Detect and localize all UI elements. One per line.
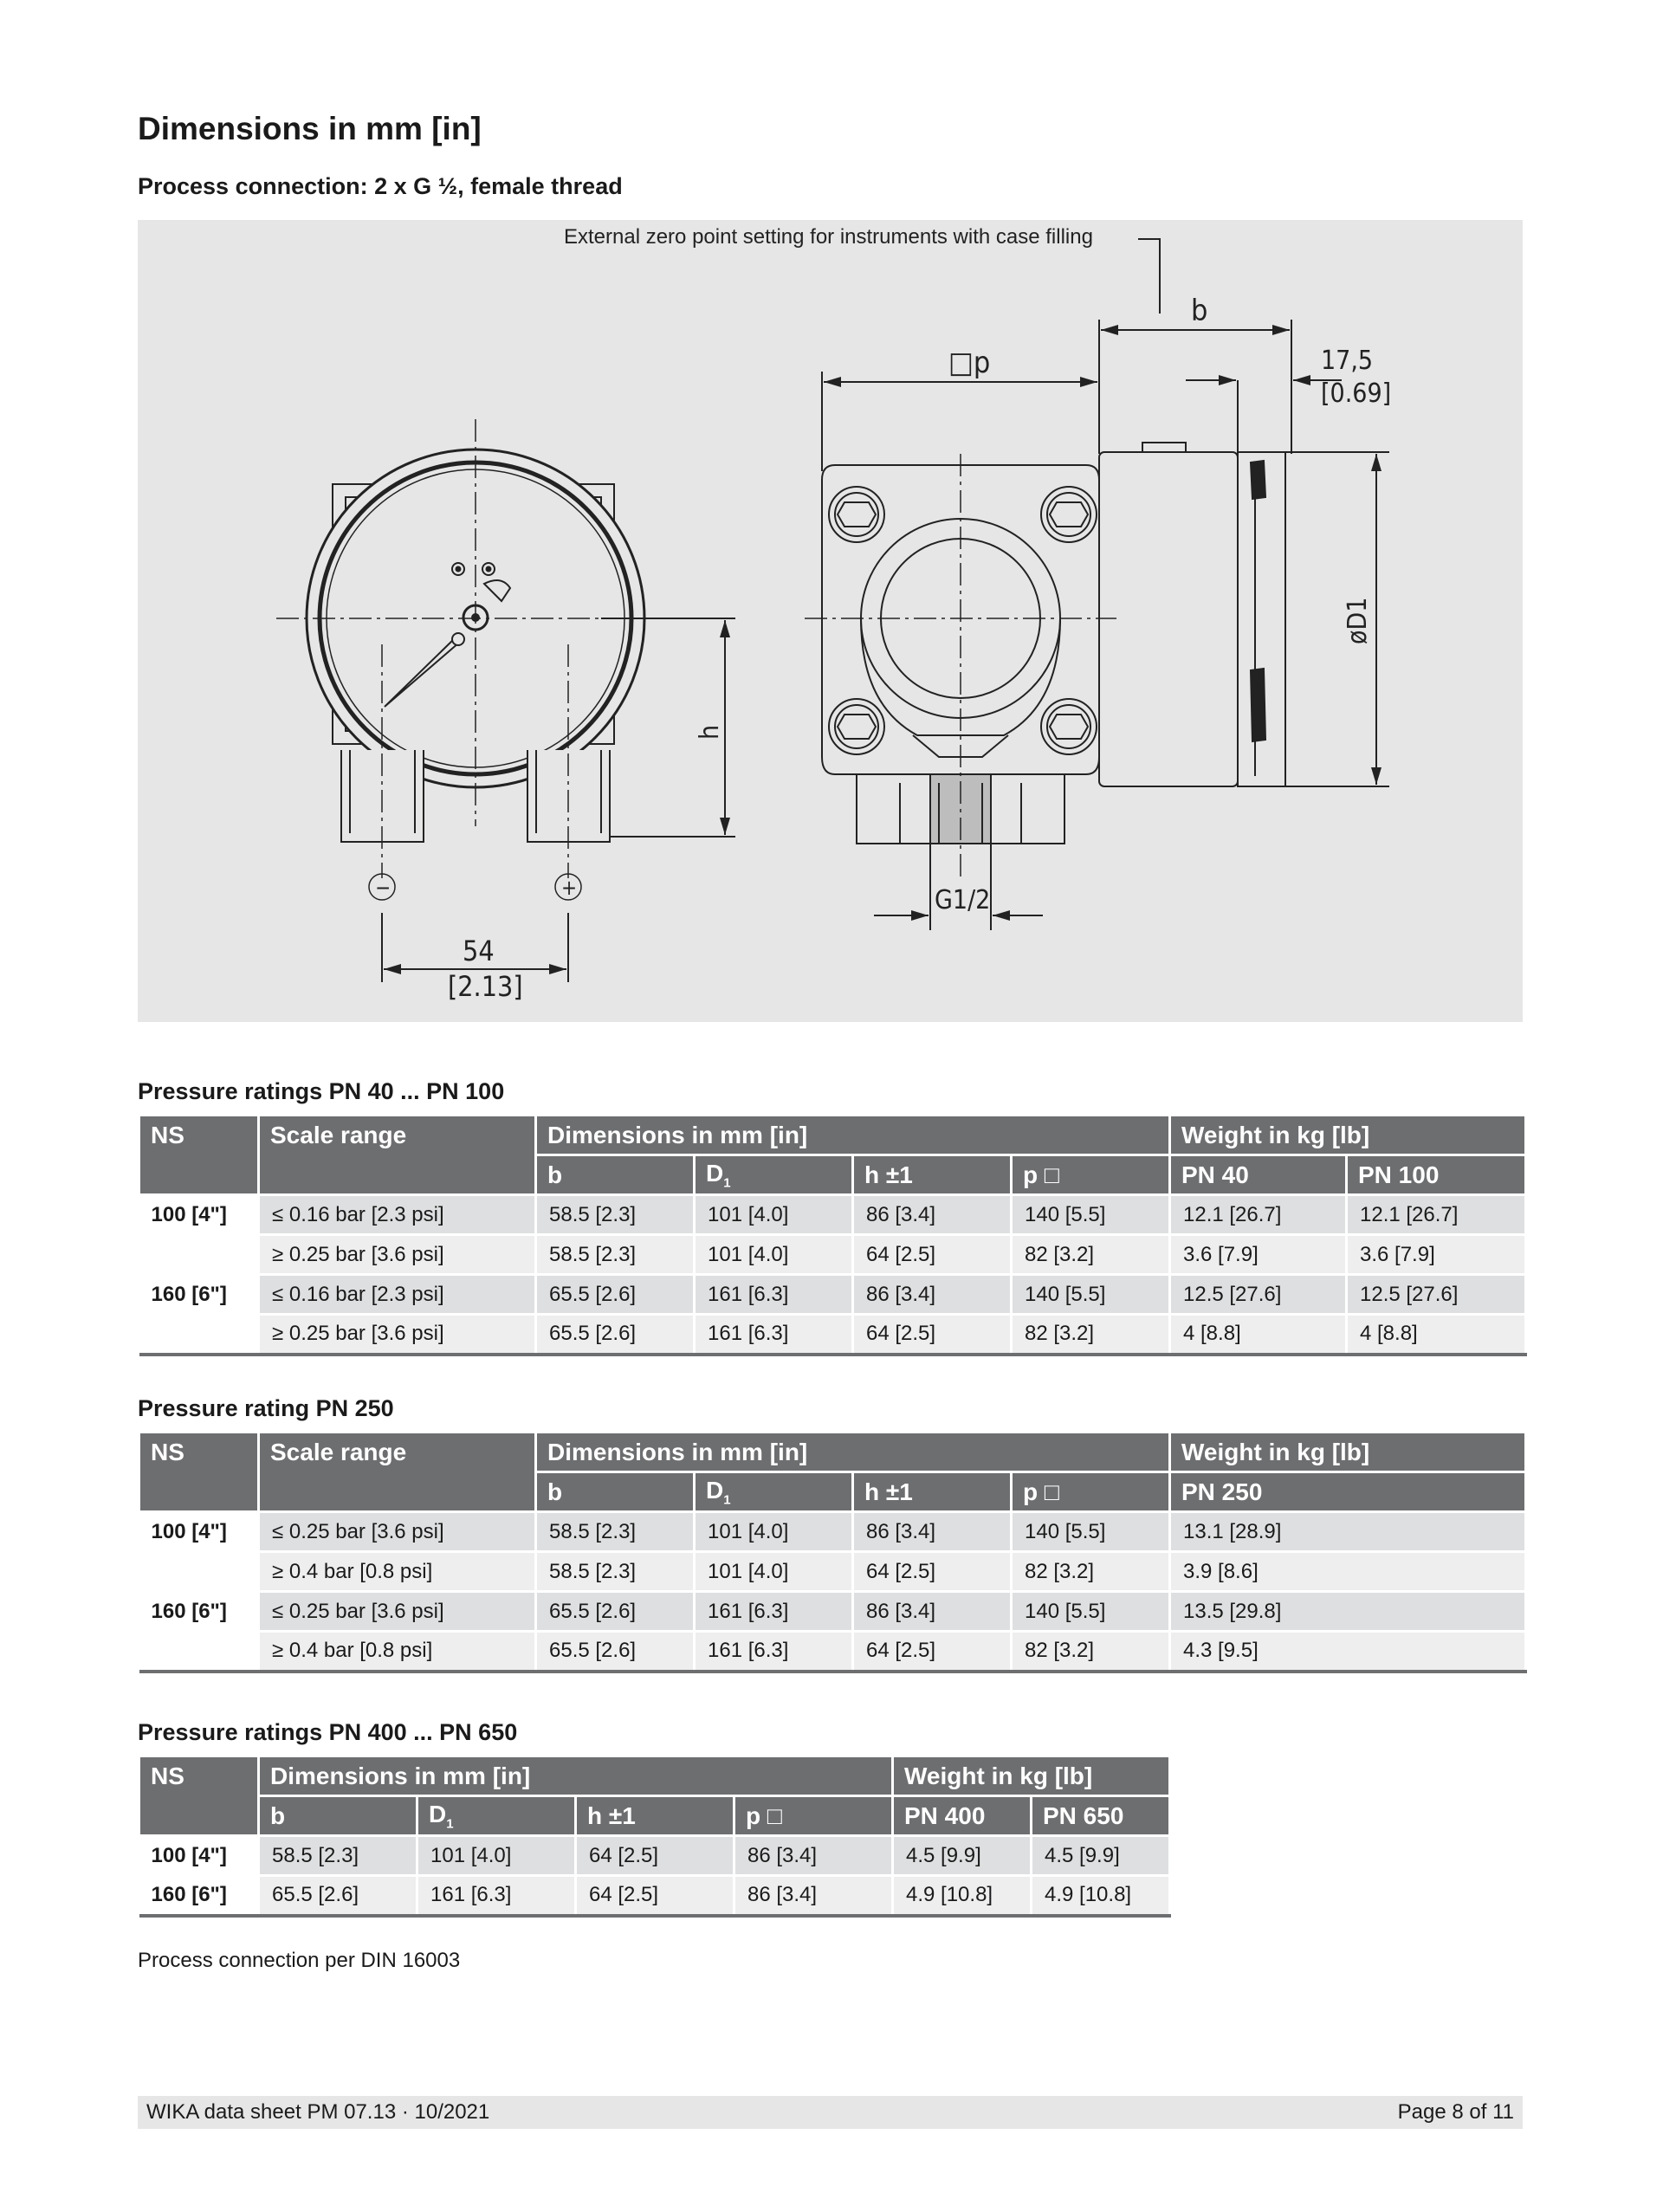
header-ns: NS [139, 1756, 259, 1836]
table-pn250 [138, 1431, 1527, 1673]
header-h: h ±1 [853, 1472, 1012, 1512]
table-row: ≥ 0.4 bar [0.8 psi] 58.5 [2.3] 101 [4.0] 64 [2.5] 82 [3.2] 3.9 [8.6] [139, 1552, 1526, 1592]
label-offset: 17,5 [1321, 346, 1374, 376]
footer-document-id: WIKA data sheet PM 07.13 · 10/2021 [146, 2100, 490, 2124]
table-row: 160 [6"] 65.5 [2.6] 161 [6.3] 64 [2.5] 86 [3.4] 4.9 [10.8] 4.9 [10.8] [139, 1876, 1170, 1916]
page-footer [138, 2096, 1523, 2129]
header-b: b [536, 1472, 695, 1512]
label-p: □p [948, 346, 991, 380]
header-ns: NS [139, 1433, 259, 1512]
label-spacing-in: [2.13] [448, 970, 523, 1003]
header-d1: $D_1$ [695, 1472, 853, 1512]
table-row: ≥ 0.25 bar [3.6 psi] 58.5 [2.3] 101 [4.0] 64 [2.5] 82 [3.2] 3.6 [7.9] 3.6 [7.9] [139, 1235, 1526, 1275]
header-b: b [536, 1155, 695, 1195]
header-ns: NS [139, 1116, 259, 1195]
header-pn650: PN 650 [1032, 1796, 1170, 1836]
header-weight: Weight in kg [lb] [1170, 1433, 1526, 1472]
header-dimensions: Dimensions in mm [in] [259, 1756, 893, 1796]
header-pn40: PN 40 [1170, 1155, 1347, 1195]
label-d1: øD1 [1343, 597, 1373, 644]
table-row: 100 [4"] 58.5 [2.3] 101 [4.0] 64 [2.5] 86 [3.4] 4.5 [9.9] 4.5 [9.9] [139, 1836, 1170, 1876]
label-minus: − [375, 876, 391, 900]
table-row: 160 [6"] ≤ 0.16 bar [2.3 psi] 65.5 [2.6] 161 [6.3] 86 [3.4] 140 [5.5] 12.5 [27.6] 12.5 [27.6] [139, 1275, 1526, 1315]
header-weight: Weight in kg [lb] [1170, 1116, 1526, 1155]
zero-point-note: External zero point setting for instruments with case filling [564, 225, 1093, 249]
table-row: 160 [6"] ≤ 0.25 bar [3.6 psi] 65.5 [2.6] 161 [6.3] 86 [3.4] 140 [5.5] 13.5 [29.8] [139, 1592, 1526, 1632]
header-pn100: PN 100 [1347, 1155, 1526, 1195]
header-h: h ±1 [576, 1796, 734, 1836]
header-scale-range: Scale range [259, 1116, 536, 1195]
table1-title: Pressure ratings PN 40 ... PN 100 [138, 1078, 505, 1104]
header-d1: $D_1$ [417, 1796, 576, 1836]
label-b: b [1191, 294, 1208, 328]
page-title: Dimensions in mm [in] [138, 111, 482, 146]
label-spacing: 54 [463, 935, 495, 967]
dimension-drawing-svg [138, 220, 1523, 1022]
header-b: b [259, 1796, 417, 1836]
table-pn40-pn100 [138, 1114, 1527, 1356]
table-row: ≥ 0.4 bar [0.8 psi] 65.5 [2.6] 161 [6.3] 64 [2.5] 82 [3.2] 4.3 [9.5] [139, 1632, 1526, 1672]
table3-title: Pressure ratings PN 400 ... PN 650 [138, 1719, 518, 1745]
footer-page-number: Page 8 of 11 [1397, 2100, 1514, 2124]
b-dimension [1099, 320, 1291, 454]
header-weight: Weight in kg [lb] [893, 1756, 1170, 1796]
gauge-side-view [822, 443, 1285, 844]
header-dimensions: Dimensions in mm [in] [536, 1433, 1170, 1472]
note-leader-line [1138, 239, 1160, 314]
table2-title: Pressure rating PN 250 [138, 1395, 394, 1421]
header-pn400: PN 400 [893, 1796, 1032, 1836]
label-offset-in: [0.69] [1321, 378, 1392, 409]
header-dimensions: Dimensions in mm [in] [536, 1116, 1170, 1155]
table-row: ≥ 0.25 bar [3.6 psi] 65.5 [2.6] 161 [6.3] 64 [2.5] 82 [3.2] 4 [8.8] 4 [8.8] [139, 1315, 1526, 1355]
header-d1: $D_1$ [695, 1155, 853, 1195]
table-row: 100 [4"] ≤ 0.25 bar [3.6 psi] 58.5 [2.3] 101 [4.0] 86 [3.4] 140 [5.5] 13.1 [28.9] [139, 1512, 1526, 1552]
label-g12: G1/2 [935, 885, 991, 915]
header-p: p □ [1012, 1472, 1170, 1512]
table-pn400-pn650 [138, 1755, 1171, 1918]
header-pn250: PN 250 [1170, 1472, 1526, 1512]
dimension-drawing [138, 220, 1523, 1022]
header-p: p □ [1012, 1155, 1170, 1195]
label-h: h [695, 724, 725, 740]
header-p: p □ [734, 1796, 893, 1836]
offset-dimension [1186, 380, 1342, 452]
label-plus: + [561, 876, 578, 900]
page-subtitle: Process connection: 2 x G ½, female thread [138, 173, 623, 199]
table-row: 100 [4"] ≤ 0.16 bar [2.3 psi] 58.5 [2.3] 101 [4.0] 86 [3.4] 140 [5.5] 12.1 [26.7] 12.1 [26.7] [139, 1195, 1526, 1235]
header-h: h ±1 [853, 1155, 1012, 1195]
process-connection-note: Process connection per DIN 16003 [138, 1949, 461, 1972]
header-scale-range: Scale range [259, 1433, 536, 1512]
